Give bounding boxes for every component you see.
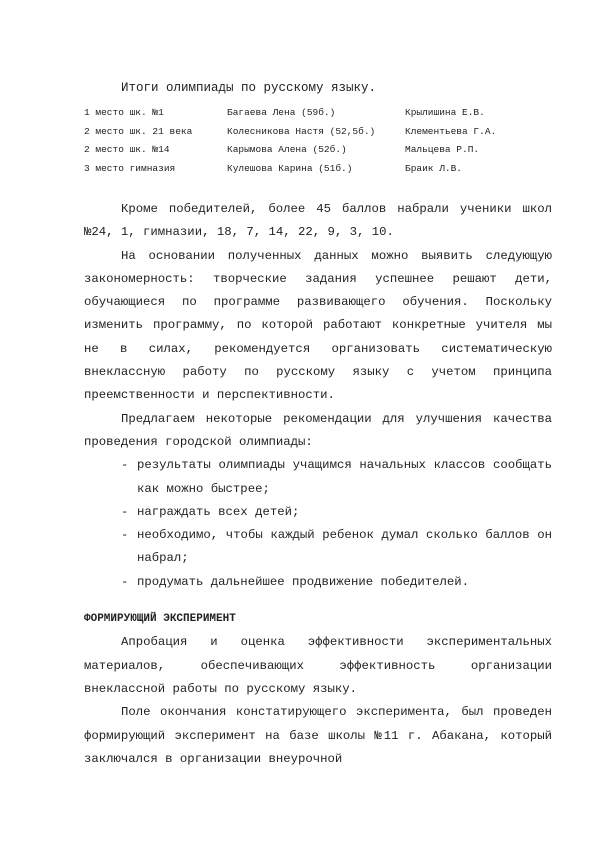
spacer [84, 594, 552, 608]
list-item-text: необходимо, чтобы каждый ребенок думал сколько баллов он набрал; [137, 528, 552, 566]
results-table [84, 104, 514, 178]
paragraph: Поле окончания констатирующего эксперимента, был проведен формирующий эксперимент на базе школы №11 г. Абакана, который заключался в организации внеурочной [84, 705, 552, 766]
results-title: Итоги олимпиады по русскому языку. [121, 81, 377, 95]
results-row [84, 104, 514, 123]
dash-bullet: - [121, 504, 129, 519]
dash-bullet: - [121, 574, 129, 589]
results-place: 2 место шк. №14 [84, 144, 170, 156]
results-student: Багаева Лена (59б.) [227, 107, 336, 118]
results-student: Колесникова Настя (52,5б.) [227, 125, 376, 137]
results-place: 1 место шк. №1 [84, 107, 164, 118]
list-item [84, 454, 552, 501]
results-row [84, 160, 514, 179]
dash-bullet: - [121, 458, 129, 473]
results-teacher: Мальцева Р.П. [405, 144, 480, 156]
list-item-text: продумать дальнейшее продвижение победителей. [137, 574, 470, 589]
list-item [84, 501, 552, 524]
results-place: 3 место гимназия [84, 162, 176, 174]
results-teacher: Крылишина Е.В. [405, 107, 485, 118]
list-item-text: награждать всех детей; [137, 504, 300, 519]
document-body [84, 198, 552, 771]
recommendations-list [84, 454, 552, 594]
results-place: 2 место шк. 21 века [84, 125, 193, 137]
list-item [84, 524, 552, 571]
results-student: Кулешова Карина (51б.) [227, 162, 353, 174]
paragraph: Кроме победителей, более 45 баллов набрали ученики школ №24, 1, гимназии, 18, 7, 14, 22, 9, 3, 10. [84, 202, 552, 240]
dash-bullet: - [121, 528, 129, 543]
results-row [84, 123, 514, 142]
results-teacher: Браик Л.В. [405, 162, 463, 174]
paragraph: Предлагаем некоторые рекомендации для улучшения качества проведения городской олимпиады: [84, 411, 552, 449]
section-heading: ФОРМИРУЮЩИЙ ЭКСПЕРИМЕНТ [84, 613, 236, 626]
paragraph: На основании полученных данных можно выявить следующую закономерность: творческие задания успешнее решают дети, обучающиеся по программе развивающего обучения. Поскольку изменить программу, по которой работают конкретные учителя мы не в силах, рекомендуется организовать систематическую внеклассную работу по русскому языку с учетом принципа преемственности и перспективности. [84, 248, 552, 403]
results-row [84, 141, 514, 160]
results-student: Карымова Алена (52б.) [227, 144, 347, 156]
list-item-text: результаты олимпиады учащимся начальных классов сообщать как можно быстрее; [137, 458, 552, 496]
paragraph: Апробация и оценка эффективности экспериментальных материалов, обеспечивающих эффективность организации внеклассной работы по русскому языку. [84, 635, 552, 696]
list-item [84, 571, 552, 594]
results-teacher: Клементьева Г.А. [405, 125, 497, 137]
